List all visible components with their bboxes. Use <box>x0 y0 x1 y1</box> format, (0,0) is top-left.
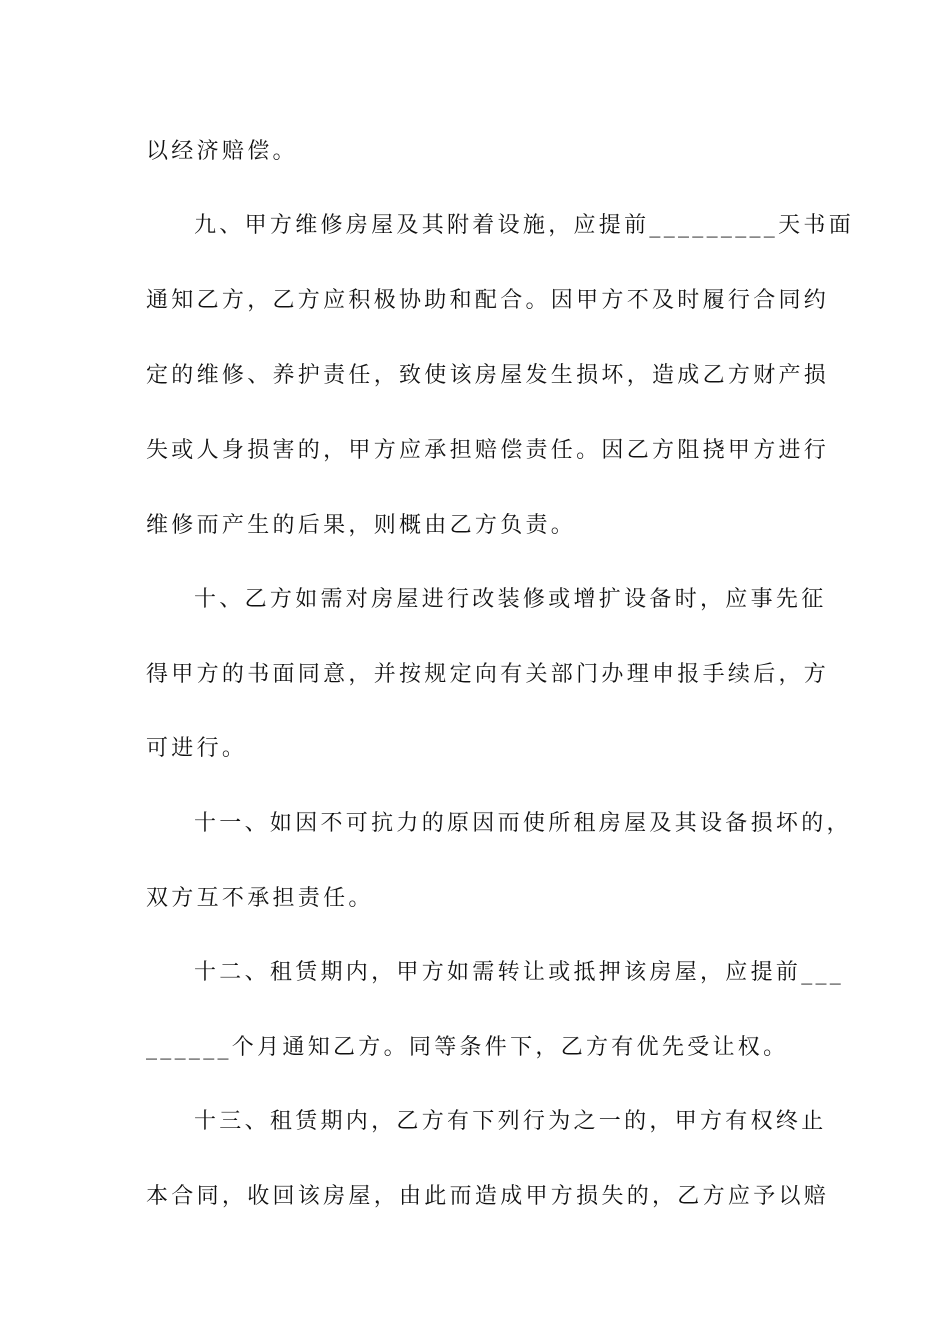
clause-11-line: 十一、如因不可抗力的原因而使所租房屋及其设备损坏的， <box>194 811 852 836</box>
text-line: 本合同，收回该房屋，由此而造成甲方损失的，乙方应予以赔 <box>146 1184 830 1209</box>
clause-10-line: 十、乙方如需对房屋进行改装修或增扩设备时，应事先征 <box>194 587 827 612</box>
text-line: 定的维修、养护责任，致使该房屋发生损坏，造成乙方财产损 <box>146 363 830 388</box>
text-line: 双方互不承担责任。 <box>146 886 374 911</box>
text-line: ______个月通知乙方。同等条件下，乙方有优先受让权。 <box>146 1035 789 1060</box>
text-line: 通知乙方，乙方应积极协助和配合。因甲方不及时履行合同约 <box>146 288 830 313</box>
clause-12-line: 十二、租赁期内，甲方如需转让或抵押该房屋，应提前___ <box>194 960 845 985</box>
text-line: 可进行。 <box>146 736 248 761</box>
clause-9-line: 九、甲方维修房屋及其附着设施，应提前_________天书面 <box>194 213 855 238</box>
clause-13-line: 十三、租赁期内，乙方有下列行为之一的，甲方有权终止 <box>194 1109 827 1134</box>
text-line: 失或人身损害的，甲方应承担赔偿责任。因乙方阻挠甲方进行 <box>146 438 830 463</box>
text-line: 以经济赔偿。 <box>146 139 298 164</box>
text-line: 得甲方的书面同意，并按规定向有关部门办理申报手续后，方 <box>146 662 830 687</box>
text-line: 维修而产生的后果，则概由乙方负责。 <box>146 513 577 538</box>
